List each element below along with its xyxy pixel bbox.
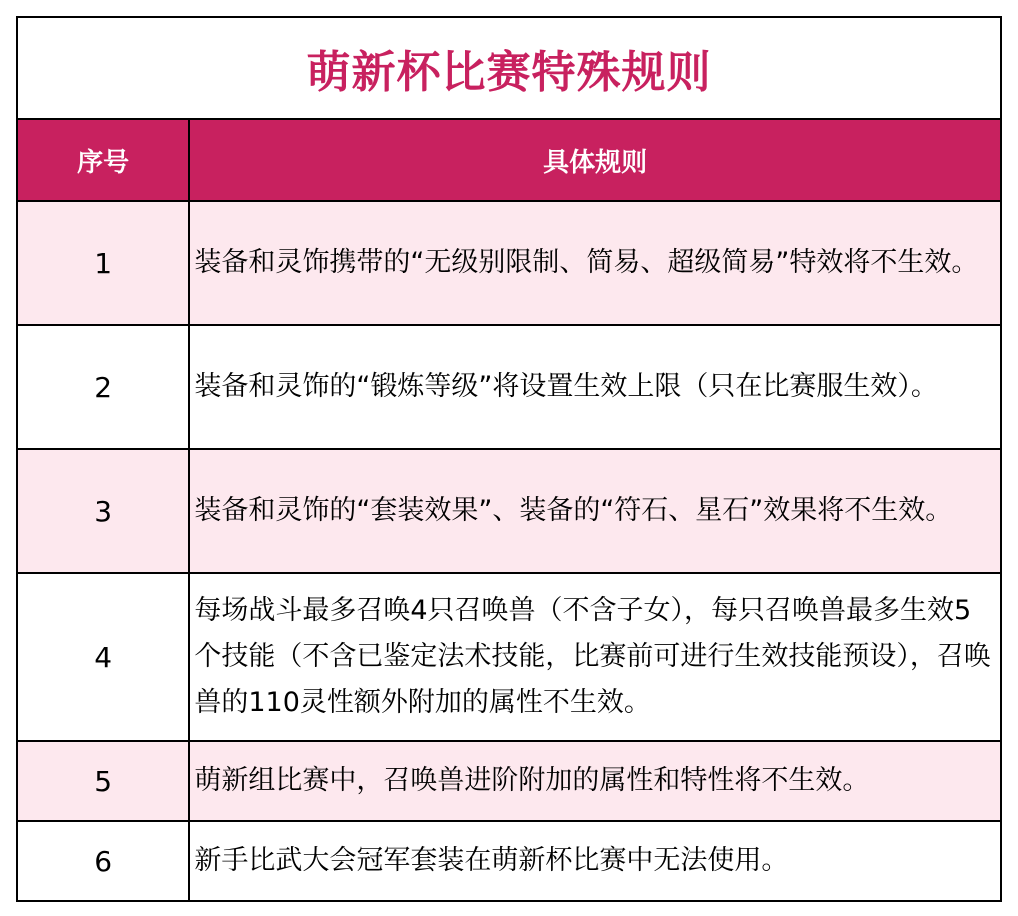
header-number: 序号 (17, 119, 189, 201)
table-title: 萌新杯比赛特殊规则 (17, 17, 1001, 119)
rules-table (16, 16, 1002, 902)
table-row (17, 821, 1001, 901)
table-row (17, 201, 1001, 325)
header-rule: 具体规则 (189, 119, 1001, 201)
row-rule-text: 萌新组比赛中，召唤兽进阶附加的属性和特性将不生效。 (189, 741, 1001, 821)
row-rule-text: 装备和灵饰携带的“无级别限制、简易、超级简易”特效将不生效。 (189, 201, 1001, 325)
row-rule-text: 新手比武大会冠军套装在萌新杯比赛中无法使用。 (189, 821, 1001, 901)
row-rule-text: 每场战斗最多召唤4只召唤兽（不含子女），每只召唤兽最多生效5个技能（不含已鉴定法术技能，比赛前可进行生效技能预设），召唤兽的110灵性额外附加的属性不生效。 (189, 573, 1001, 741)
table-row (17, 325, 1001, 449)
row-number: 3 (17, 449, 189, 573)
table-row (17, 449, 1001, 573)
row-rule-text: 装备和灵饰的“锻炼等级”将设置生效上限（只在比赛服生效）。 (189, 325, 1001, 449)
row-number: 6 (17, 821, 189, 901)
row-number: 4 (17, 573, 189, 741)
row-number: 5 (17, 741, 189, 821)
row-number: 1 (17, 201, 189, 325)
table-row (17, 573, 1001, 741)
table-row (17, 741, 1001, 821)
table-header-row (17, 119, 1001, 201)
row-rule-text: 装备和灵饰的“套装效果”、装备的“符石、星石”效果将不生效。 (189, 449, 1001, 573)
row-number: 2 (17, 325, 189, 449)
